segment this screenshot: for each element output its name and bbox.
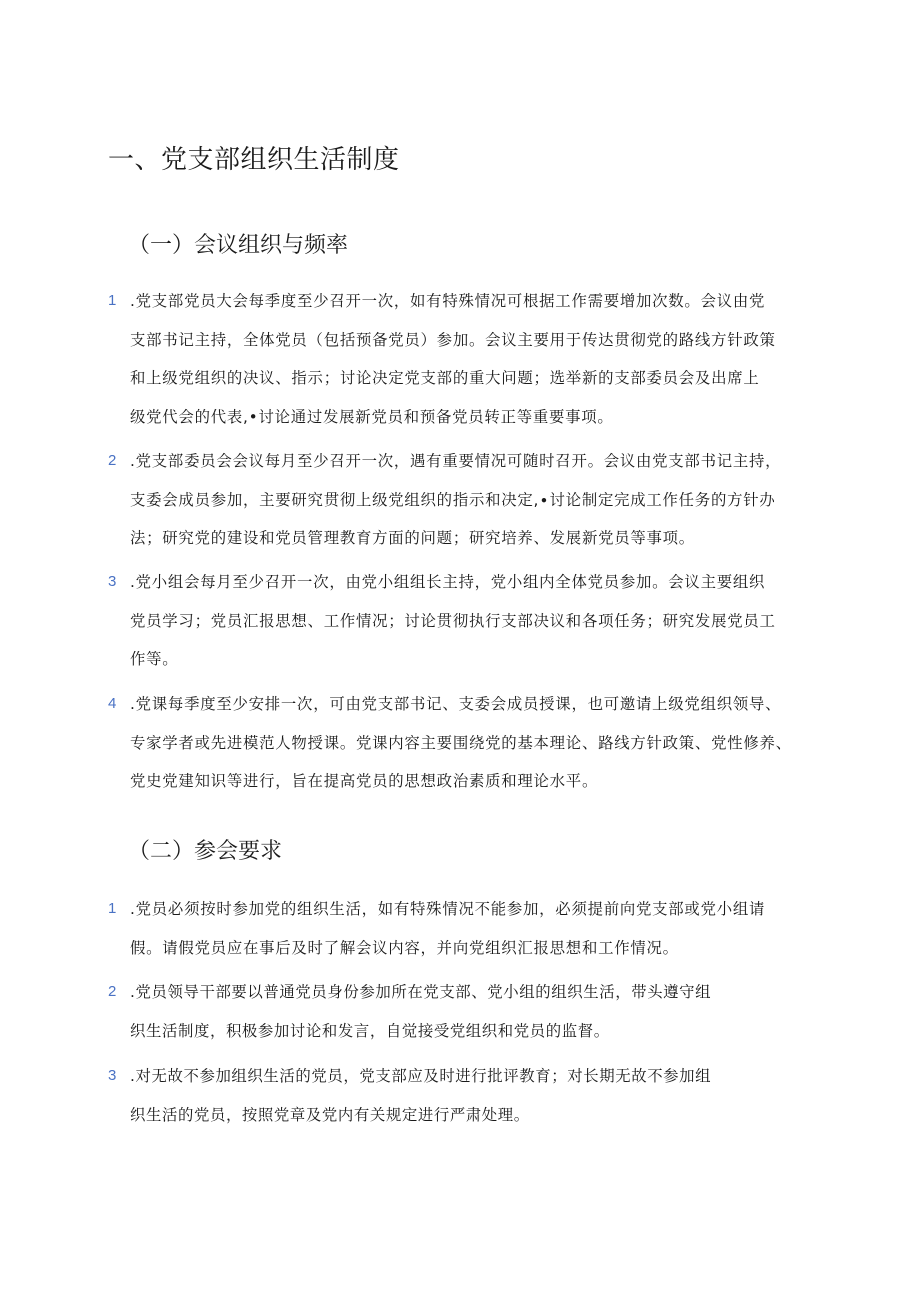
- item-text-line: 支部书记主持，全体党员（包括预备党员）参加。会议主要用于传达贯彻党的路线方针政策: [130, 330, 776, 349]
- item-text-line: 织生活制度，积极参加讨论和发言，自觉接受党组织和党员的监督。: [130, 1021, 610, 1040]
- item-number: 2: [108, 983, 117, 1000]
- item-number: 4: [108, 695, 117, 712]
- item-text-line: 党史党建知识等进行，旨在提高党员的思想政治素质和理论水平。: [130, 772, 599, 790]
- section-title-attendance-requirements: （二）参会要求: [128, 839, 283, 864]
- item-text-line: .对无故不参加组织生活的党员，党支部应及时进行批评教育；对长期无故不参加组: [130, 1067, 712, 1085]
- item-text-line: .党支部党员大会每季度至少召开一次，如有特殊情况可根据工作需要增加次数。会议由党: [130, 292, 766, 310]
- item-text-line: 支委会成员参加，主要研究贯彻上级党组织的指示和决定,∙讨论制定完成工作任务的方针办: [130, 490, 776, 509]
- item-text-line: .党员必须按时参加党的组织生活，如有特殊情况不能参加，必须提前向党支部或党小组请: [130, 900, 766, 918]
- item-text-line: 假。请假党员应在事后及时了解会议内容，并向党组织汇报思想和工作情况。: [130, 938, 679, 957]
- item-text-line: .党员领导干部要以普通党员身份参加所在党支部、党小组的组织生活，带头遵守组: [130, 983, 712, 1001]
- item-text-line: 作等。: [130, 650, 179, 668]
- item-number: 3: [108, 1067, 117, 1084]
- item-text-line: 专家学者或先进模范人物授课。党课内容主要围绕党的基本理论、路线方针政策、党性修养、: [130, 733, 792, 752]
- item-text-line: 织生活的党员，按照党章及党内有关规定进行严肃处理。: [130, 1105, 530, 1124]
- item-number: 2: [108, 452, 117, 469]
- item-text-line: .党小组会每月至少召开一次，由党小组组长主持，党小组内全体党员参加。会议主要组织: [130, 573, 766, 591]
- item-text-line: .党支部委员会会议每月至少召开一次，遇有重要情况可随时召开。会议由党支部书记主持，: [130, 452, 782, 470]
- item-text-line: 党员学习；党员汇报思想、工作情况；讨论贯彻执行支部决议和各项任务；研究发展党员工: [130, 611, 776, 630]
- item-text-line: 法；研究党的建设和党员管理教育方面的问题；研究培养、发展新党员等事项。: [130, 529, 695, 547]
- section-title-meeting-organization: （一）会议组织与频率: [128, 233, 349, 258]
- item-text-line: 和上级党组织的决议、指示；讨论决定党支部的重大问题；选举新的支部委员会及出席上: [130, 369, 760, 387]
- item-number: 1: [108, 292, 117, 309]
- item-number: 1: [108, 900, 117, 917]
- page-title: 一、党支部组织生活制度: [108, 145, 400, 175]
- item-text-line: 级党代会的代表,•讨论通过发展新党员和预备党员转正等重要事项。: [130, 407, 614, 426]
- item-text-line: .党课每季度至少安排一次，可由党支部书记、支委会成员授课，也可邀请上级党组织领导、: [130, 695, 782, 713]
- item-number: 3: [108, 573, 117, 590]
